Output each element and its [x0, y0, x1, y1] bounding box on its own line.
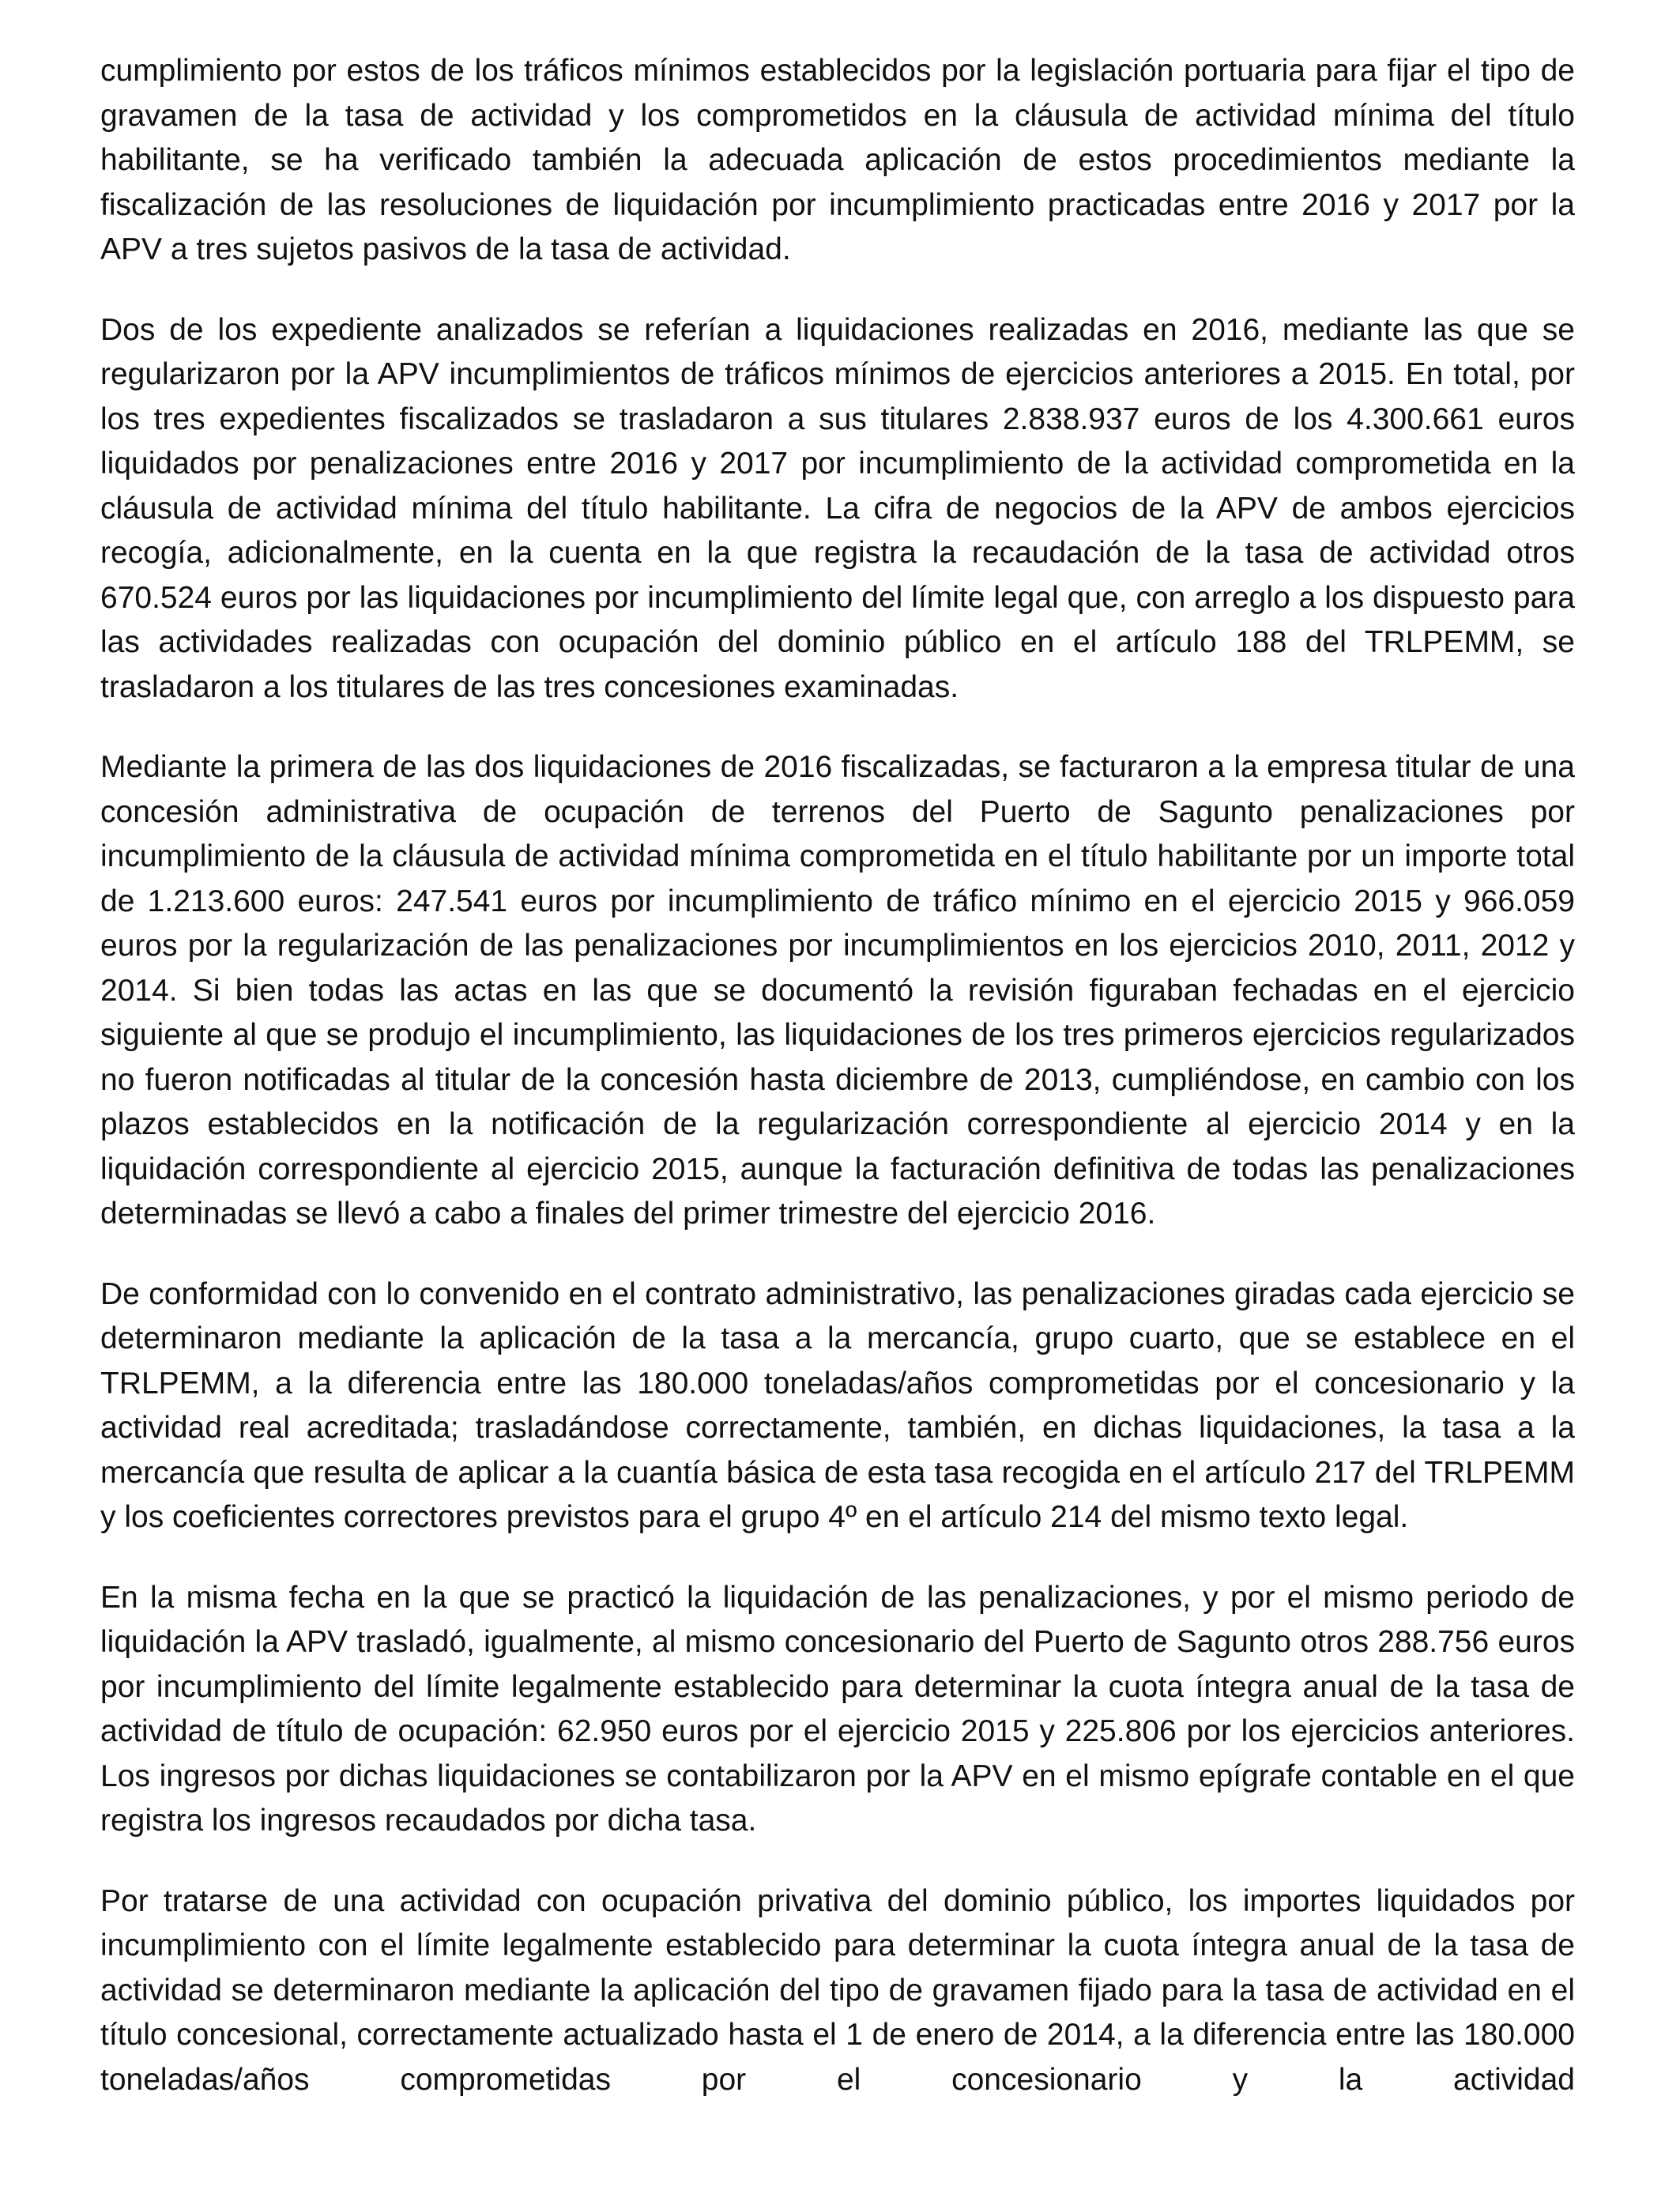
paragraph-1: cumplimiento por estos de los tráficos mínimos establecidos por la legislación portuaria para fijar el tipo de gravamen de la tasa de actividad y los comprometidos en la cláusula de actividad mínima del título habilitante, se ha verificado también la adecuada aplicación de estos procedimientos mediante la fiscalización de las resoluciones de liquidación por incumplimiento practicadas entre 2016 y 2017 por la APV a tres sujetos pasivos de la tasa de actividad. [100, 54, 1575, 266]
paragraph-4: De conformidad con lo convenido en el contrato administrativo, las penalizaciones giradas cada ejercicio se determinaron mediante la aplicación de la tasa a la mercancía, grupo cuarto, que se establece en el TRLPEMM, a la diferencia entre las 180.000 toneladas/años comprometidas por el concesionario y la actividad real acreditada; trasladándose correctamente, también, en dichas liquidaciones, la tasa a la mercancía que resulta de aplicar a la cuantía básica de esta tasa recogida en el artículo 217 del TRLPEMM y los coeficientes correctores previstos para el grupo 4º en el artículo 214 del mismo texto legal. [100, 1276, 1575, 1534]
paragraph-2: Dos de los expediente analizados se referían a liquidaciones realizadas en 2016, mediante las que se regularizaron por la APV incumplimientos de tráficos mínimos de ejercicios anteriores a 2015. En total, por los tres expedientes fiscalizados se trasladaron a sus titulares 2.838.937 euros de los 4.300.661 euros liquidados por penalizaciones entre 2016 y 2017 por incumplimiento de la actividad comprometida en la cláusula de actividad mínima del título habilitante. La cifra de negocios de la APV de ambos ejercicios recogía, adicionalmente, en la cuenta en la que registra la recaudación de la tasa de actividad otros 670.524 euros por las liquidaciones por incumplimiento del límite legal que, con arreglo a los dispuesto para las actividades realizadas con ocupación del dominio público en el artículo 188 del TRLPEMM, se trasladaron a los titulares de las tres concesiones examinadas. [100, 312, 1575, 704]
paragraph-3: Mediante la primera de las dos liquidaciones de 2016 fiscalizadas, se facturaron a la empresa titular de una concesión administrativa de ocupación de terrenos del Puerto de Sagunto penalizaciones por incumplimiento de la cláusula de actividad mínima comprometida en el título habilitante por un importe total de 1.213.600 euros: 247.541 euros por incumplimiento de tráfico mínimo en el ejercicio 2015 y 966.059 euros por la regularización de las penalizaciones por incumplimientos en los ejercicios 2010, 2011, 2012 y 2014. Si bien todas las actas en las que se documentó la revisión figuraban fechadas en el ejercicio siguiente al que se produjo el incumplimiento, las liquidaciones de los tres primeros ejercicios regularizados no fueron notificadas al titular de la concesión hasta diciembre de 2013, cumpliéndose, en cambio con los plazos establecidos en la notificación de la regularización correspondiente al ejercicio 2014 y en la liquidación correspondiente al ejercicio 2015, aunque la facturación definitiva de todas las penalizaciones determinadas se llevó a cabo a finales del primer trimestre del ejercicio 2016. [100, 750, 1575, 1231]
paragraph-5: En la misma fecha en la que se practicó la liquidación de las penalizaciones, y por el mismo periodo de liquidación la APV trasladó, igualmente, al mismo concesionario del Puerto de Sagunto otros 288.756 euros por incumplimiento del límite legalmente establecido para determinar la cuota íntegra anual de la tasa de actividad de título de ocupación: 62.950 euros por el ejercicio 2015 y 225.806 por los ejercicios anteriores. Los ingresos por dichas liquidaciones se contabilizaron por la APV en el mismo epígrafe contable en el que registra los ingresos recaudados por dicha tasa. [100, 1580, 1575, 1838]
paragraph-6: Por tratarse de una actividad con ocupación privativa del dominio público, los importes liquidados por incumplimiento con el límite legalmente establecido para determinar la cuota íntegra anual de la tasa de actividad se determinaron mediante la aplicación del tipo de gravamen fijado para la tasa de actividad en el título concesional, correctamente actualizado hasta el 1 de enero de 2014, a la diferencia entre las 180.000 toneladas/años comprometidas por el concesionario y la actividad [100, 1883, 1575, 2097]
document-body [100, 49, 1575, 2138]
